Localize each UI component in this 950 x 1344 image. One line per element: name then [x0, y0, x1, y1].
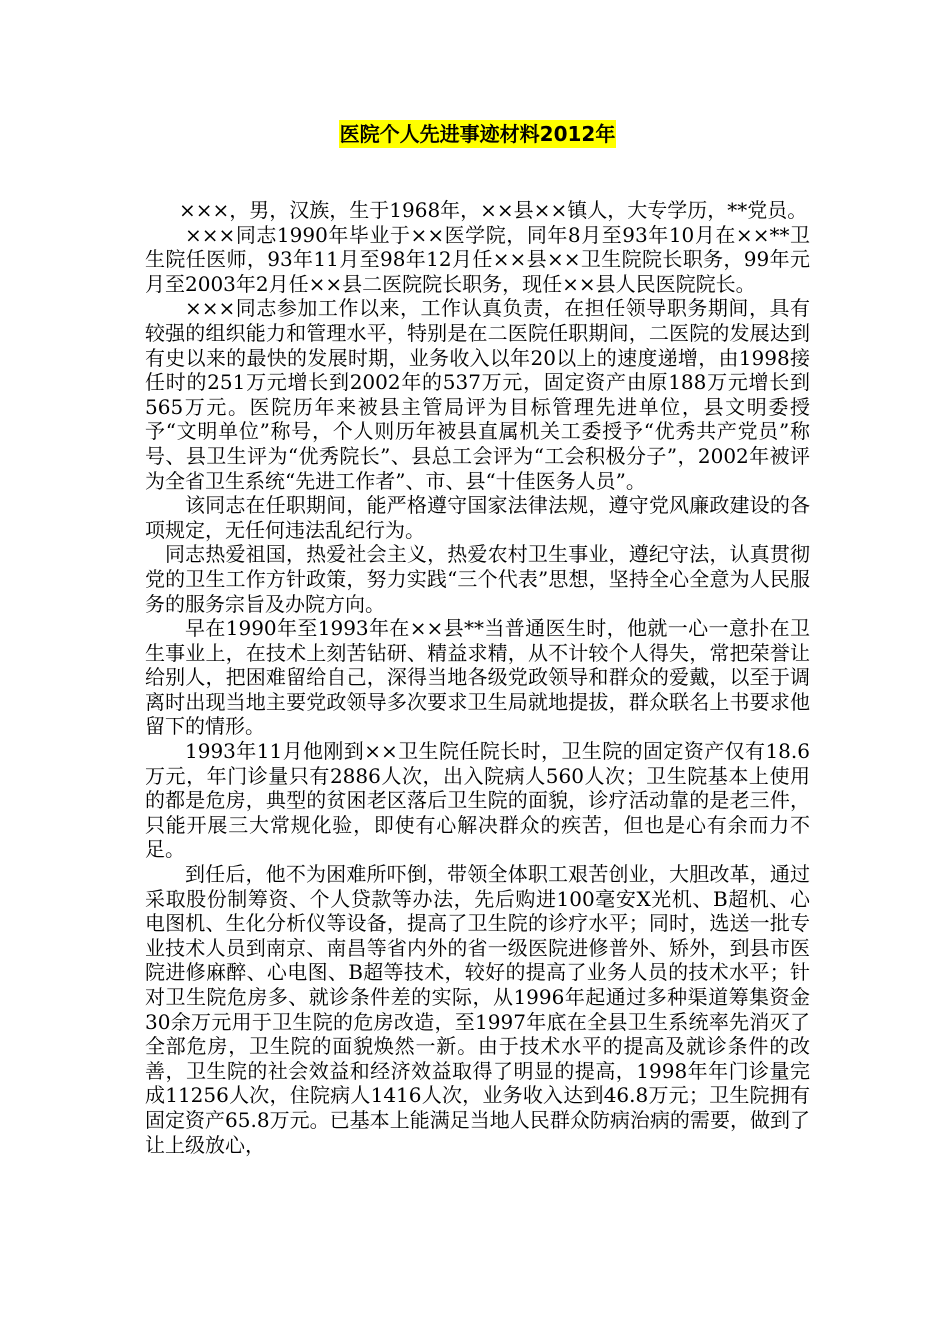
paragraph-patriotism: 同志热爱祖国，热爱社会主义，热爱农村卫生事业，遵纪守法，认真贯彻党的卫生工作方针政策，努力实践“三个代表”思想，坚持全心全意为人民服务的服务宗旨及办院方向。 — [145, 542, 810, 616]
document-body — [145, 198, 810, 1157]
paragraph-1993: 1993年11月他刚到××卫生院任院长时，卫生院的固定资产仅有18.6万元，年门诊量只有2886人次，出入院病人560人次；卫生院基本上使用的都是危房，典型的贫困老区落后卫生院的面貌，诊疗活动靠的是老三件，只能开展三大常规化验，即使有心解决群众的疾苦，但也是心有余而力不足。 — [145, 739, 810, 862]
paragraph-early-career: 早在1990年至1993年在××县**当普通医生时，他就一心一意扑在卫生事业上，在技术上刻苦钻研、精益求精，从不计较个人得失，常把荣誉让给别人，把困难留给自己，深得当地各级党政领导和群众的爱戴，以至于调离时出现当地主要党政领导多次要求卫生局就地提拔，群众联名上书要求他留下的情形。 — [145, 616, 810, 739]
paragraph-reform: 到任后，他不为困难所吓倒，带领全体职工艰苦创业，大胆改革，通过采取股份制筹资、个人贷款等办法，先后购进100毫安X光机、B超机、心电图机、生化分析仪等设备，提高了卫生院的诊疗水平；同时，选送一批专业技术人员到南京、南昌等省内外的省一级医院进修普外、矫外，到县市医院进修麻醉、心电图、B超等技术，较好的提高了业务人员的技术水平；针对卫生院危房多、就诊条件差的实际，从1996年起通过多种渠道筹集资金30余万元用于卫生院的危房改造，至1997年底在全县卫生系统率先消灭了全部危房，卫生院的面貌焕然一新。由于技术水平的提高及就诊条件的改善，卫生院的社会效益和经济效益取得了明显的提高，1998年年门诊量完成11256人次，住院病人1416人次，业务收入达到46.8万元；卫生院拥有固定资产65.8万元。已基本上能满足当地人民群众防病治病的需要，做到了让上级放心， — [145, 862, 810, 1157]
paragraph-achievements: ×××同志参加工作以来，工作认真负责，在担任领导职务期间，具有较强的组织能力和管理水平，特别是在二医院任职期间，二医院的发展达到有史以来的最快的发展时期，业务收入以年20以上的速度递增，由1998接任时的251万元增长到2002年的537万元，固定资产由原188万元增长到565万元。医院历年来被县主管局评为目标管理先进单位，县文明委授予“文明单位”称号，个人则历年被县直属机关工委授予“优秀共产党员”称号、县卫生评为“优秀院长”、县总工会评为“工会积极分子”，2002年被评为全省卫生系统“先进工作者”、市、县“十佳医务人员”。 — [145, 296, 810, 493]
document-title: 医院个人先进事迹材料2012年 — [339, 122, 616, 146]
title-wrapper — [145, 120, 810, 148]
paragraph-career: ×××同志1990年毕业于××医学院，同年8月至93年10月在××**卫生院任医师，93年11月至98年12月任××县××卫生院院长职务，99年元月至2003年2月任××县二医院院长职务，现任××县人民医院院长。 — [145, 222, 810, 296]
paragraph-integrity: 该同志在任职期间，能严格遵守国家法律法规，遵守党风廉政建设的各项规定，无任何违法乱纪行为。 — [145, 493, 810, 542]
paragraph-basic-info: ×××，男，汉族，生于1968年，××县××镇人，大专学历，**党员。 — [179, 198, 808, 222]
